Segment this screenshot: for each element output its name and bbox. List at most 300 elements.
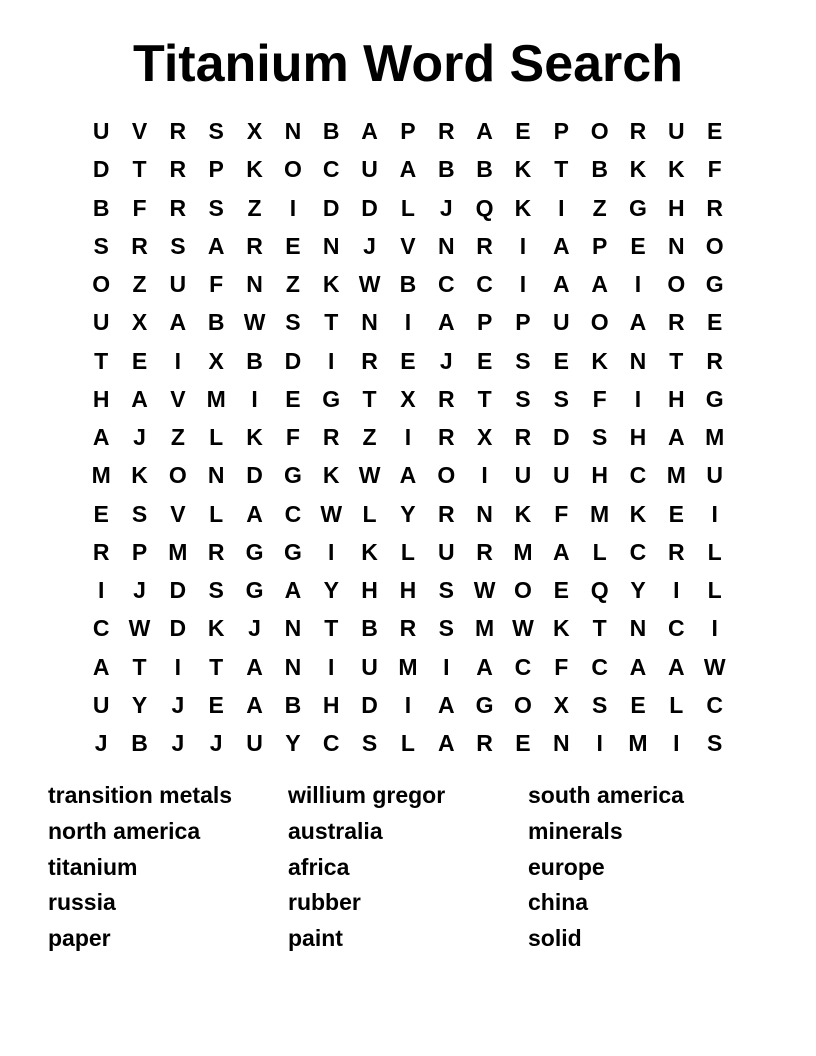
- grid-row: [82, 571, 734, 609]
- letter-grid: [82, 112, 734, 762]
- grid-letter: X: [131, 309, 148, 336]
- grid-letter: C: [629, 462, 647, 489]
- grid-letter: D: [169, 615, 187, 642]
- grid-letter: U: [706, 462, 723, 489]
- grid-letter: O: [590, 118, 609, 144]
- grid-letter: F: [209, 271, 224, 297]
- grid-letter: A: [591, 271, 608, 297]
- grid-letter: H: [668, 194, 685, 221]
- grid-row: [82, 724, 734, 762]
- grid-letter: R: [437, 118, 455, 144]
- grid-letter: A: [131, 385, 148, 412]
- grid-letter: W: [473, 577, 496, 603]
- grid-letter: N: [361, 309, 378, 336]
- grid-letter: I: [174, 653, 182, 680]
- grid-letter: O: [514, 691, 532, 718]
- grid-letter: V: [170, 500, 186, 527]
- grid-letter: E: [285, 232, 301, 259]
- grid-letter: W: [243, 309, 266, 336]
- grid-letter: E: [285, 385, 301, 412]
- grid-letter: W: [703, 653, 726, 680]
- grid-letter: A: [207, 232, 225, 259]
- grid-letter: A: [92, 653, 110, 680]
- grid-letter: O: [168, 462, 187, 489]
- grid-letter: C: [514, 653, 532, 680]
- grid-letter: A: [552, 271, 570, 297]
- grid-letter: T: [132, 653, 147, 680]
- grid-letter: U: [92, 691, 110, 718]
- grid-letter: W: [128, 615, 151, 642]
- grid-letter: C: [92, 615, 110, 642]
- grid-letter: D: [361, 691, 378, 718]
- grid-letter: E: [553, 577, 569, 603]
- grid-letter: J: [133, 577, 146, 603]
- grid-letter: G: [705, 271, 724, 297]
- grid-letter: I: [404, 691, 412, 718]
- grid-letter: E: [668, 500, 684, 527]
- grid-letter: W: [320, 500, 343, 527]
- grid-letter: O: [590, 309, 609, 336]
- word-list: [48, 778, 768, 957]
- grid-row: [82, 533, 734, 571]
- grid-letter: M: [168, 538, 188, 565]
- grid-letter: H: [361, 577, 378, 603]
- grid-letter: R: [207, 538, 225, 565]
- grid-letter: C: [437, 271, 455, 297]
- grid-letter: O: [514, 577, 532, 603]
- grid-row: [82, 495, 734, 533]
- grid-letter: M: [398, 653, 418, 680]
- grid-letter: U: [437, 538, 455, 565]
- grid-letter: I: [481, 462, 488, 489]
- grid-row: [82, 456, 734, 494]
- grid-letter: D: [284, 347, 302, 374]
- grid-letter: R: [92, 538, 110, 565]
- grid-letter: A: [668, 653, 685, 680]
- grid-letter: T: [324, 615, 339, 642]
- grid-letter: B: [476, 156, 493, 183]
- grid-letter: A: [399, 156, 417, 183]
- grid-letter: S: [361, 730, 378, 756]
- grid-letter: R: [437, 424, 455, 450]
- grid-letter: T: [669, 347, 684, 374]
- grid-letter: I: [558, 194, 565, 221]
- grid-letter: Y: [630, 577, 646, 603]
- grid-letter: Z: [592, 194, 607, 221]
- grid-letter: E: [131, 347, 148, 374]
- grid-letter: R: [668, 309, 685, 336]
- grid-letter: A: [437, 309, 455, 336]
- grid-letter: X: [400, 385, 416, 412]
- grid-letter: E: [476, 347, 493, 374]
- grid-letter: R: [361, 347, 378, 374]
- grid-letter: O: [705, 232, 724, 259]
- grid-letter: U: [92, 309, 110, 336]
- grid-letter: K: [514, 194, 532, 221]
- grid-letter: J: [248, 615, 261, 642]
- grid-row: [82, 648, 734, 686]
- grid-letter: I: [328, 538, 335, 565]
- grid-letter: R: [514, 424, 532, 450]
- grid-letter: X: [476, 424, 493, 450]
- grid-letter: E: [515, 118, 531, 144]
- grid-letter: Y: [323, 577, 339, 603]
- grid-letter: N: [284, 653, 302, 680]
- grid-letter: B: [92, 194, 110, 221]
- grid-letter: J: [439, 347, 453, 374]
- grid-letter: A: [284, 577, 302, 603]
- grid-letter: Z: [285, 271, 300, 297]
- grid-letter: S: [438, 615, 454, 642]
- grid-letter: O: [92, 271, 111, 297]
- grid-letter: H: [92, 385, 110, 412]
- grid-row: [82, 150, 734, 188]
- grid-letter: R: [629, 118, 647, 144]
- grid-letter: U: [169, 271, 187, 297]
- grid-letter: W: [512, 615, 534, 642]
- grid-letter: K: [207, 615, 225, 642]
- grid-letter: G: [245, 577, 264, 603]
- grid-letter: G: [322, 385, 341, 412]
- grid-letter: H: [591, 462, 608, 489]
- grid-letter: N: [552, 730, 570, 756]
- grid-letter: V: [400, 232, 416, 259]
- word-item: rubber: [288, 889, 361, 916]
- grid-letter: M: [91, 462, 111, 489]
- grid-letter: Q: [475, 194, 494, 221]
- word-item: solid: [528, 925, 582, 952]
- grid-letter: S: [208, 577, 224, 603]
- grid-letter: L: [669, 691, 684, 718]
- grid-letter: M: [666, 462, 686, 489]
- grid-letter: V: [131, 118, 148, 144]
- grid-letter: B: [399, 271, 417, 297]
- grid-letter: F: [132, 194, 147, 221]
- grid-letter: K: [322, 462, 340, 489]
- grid-letter: H: [322, 691, 340, 718]
- grid-letter: T: [94, 347, 109, 374]
- grid-letter: C: [706, 691, 723, 718]
- grid-letter: E: [707, 309, 723, 336]
- grid-letter: Q: [590, 577, 609, 603]
- grid-letter: W: [358, 271, 381, 297]
- grid-letter: I: [673, 730, 680, 756]
- grid-letter: I: [97, 577, 105, 603]
- grid-letter: A: [169, 309, 187, 336]
- grid-letter: I: [711, 615, 718, 642]
- grid-letter: P: [208, 156, 224, 183]
- grid-letter: K: [246, 156, 263, 183]
- grid-letter: N: [668, 232, 685, 259]
- word-item: paper: [48, 925, 111, 952]
- grid-letter: I: [174, 347, 182, 374]
- grid-letter: E: [707, 118, 723, 144]
- grid-letter: E: [630, 232, 646, 259]
- grid-letter: J: [439, 194, 453, 221]
- grid-letter: G: [245, 538, 264, 565]
- grid-letter: S: [515, 347, 531, 374]
- grid-letter: W: [358, 462, 381, 489]
- grid-row: [82, 342, 734, 380]
- grid-letter: R: [169, 194, 187, 221]
- grid-letter: T: [554, 156, 569, 183]
- grid-letter: S: [707, 730, 723, 756]
- grid-letter: T: [362, 385, 377, 412]
- grid-letter: A: [437, 730, 455, 756]
- word-item: willium gregor: [288, 782, 446, 808]
- grid-letter: N: [629, 615, 647, 642]
- grid-letter: L: [400, 538, 415, 565]
- grid-letter: K: [361, 538, 378, 565]
- word-column: [48, 778, 288, 957]
- grid-row: [82, 112, 734, 150]
- grid-letter: R: [476, 232, 493, 259]
- grid-letter: P: [400, 118, 416, 144]
- word-item: north america: [48, 817, 201, 844]
- grid-letter: T: [592, 615, 607, 642]
- grid-letter: E: [208, 691, 224, 718]
- grid-letter: J: [209, 730, 223, 756]
- grid-letter: L: [707, 538, 722, 565]
- grid-letter: R: [437, 500, 455, 527]
- grid-letter: K: [668, 156, 685, 183]
- grid-letter: L: [592, 538, 607, 565]
- grid-letter: M: [705, 424, 725, 450]
- grid-letter: R: [706, 194, 723, 221]
- grid-row: [82, 686, 734, 724]
- grid-letter: N: [246, 271, 263, 297]
- grid-letter: L: [400, 194, 415, 221]
- grid-letter: O: [283, 156, 302, 183]
- grid-letter: L: [707, 577, 722, 603]
- grid-letter: C: [668, 615, 685, 642]
- grid-letter: B: [207, 309, 225, 336]
- grid-letter: U: [246, 730, 263, 756]
- grid-letter: J: [94, 730, 108, 756]
- grid-letter: I: [596, 730, 603, 756]
- grid-letter: U: [552, 462, 570, 489]
- grid-letter: G: [705, 385, 724, 412]
- grid-row: [82, 609, 734, 647]
- grid-letter: H: [668, 385, 685, 412]
- grid-letter: D: [322, 194, 340, 221]
- grid-letter: F: [592, 385, 607, 412]
- grid-letter: D: [552, 424, 570, 450]
- grid-letter: X: [246, 118, 263, 144]
- grid-row: [82, 303, 734, 341]
- grid-letter: B: [284, 691, 302, 718]
- grid-letter: P: [515, 309, 531, 336]
- word-column: [288, 778, 528, 957]
- grid-letter: X: [208, 347, 224, 374]
- grid-letter: A: [552, 538, 570, 565]
- grid-letter: E: [400, 347, 416, 374]
- grid-letter: O: [667, 271, 686, 297]
- grid-letter: C: [284, 500, 302, 527]
- grid-letter: A: [361, 118, 378, 144]
- grid-letter: A: [629, 653, 647, 680]
- grid-letter: K: [514, 156, 532, 183]
- grid-letter: V: [170, 385, 186, 412]
- grid-letter: R: [169, 118, 187, 144]
- grid-letter: E: [630, 691, 646, 718]
- grid-letter: T: [209, 653, 224, 680]
- grid-letter: A: [629, 309, 647, 336]
- grid-letter: S: [591, 424, 608, 450]
- grid-letter: R: [246, 232, 263, 259]
- grid-letter: M: [475, 615, 495, 642]
- grid-letter: J: [171, 691, 185, 718]
- grid-letter: D: [169, 577, 187, 603]
- grid-letter: M: [628, 730, 648, 756]
- grid-letter: U: [361, 653, 378, 680]
- grid-row: [82, 265, 734, 303]
- word-item: china: [528, 889, 589, 916]
- grid-letter: B: [322, 118, 340, 144]
- grid-row: [82, 227, 734, 265]
- grid-letter: N: [284, 615, 302, 642]
- grid-letter: K: [246, 424, 263, 450]
- word-item: transition metals: [48, 782, 233, 808]
- grid-letter: K: [591, 347, 608, 374]
- word-item: europe: [528, 853, 605, 880]
- grid-letter: A: [668, 424, 685, 450]
- grid-letter: E: [93, 500, 109, 527]
- grid-letter: N: [629, 347, 647, 374]
- grid-letter: J: [133, 424, 146, 450]
- grid-letter: E: [553, 347, 569, 374]
- grid-letter: B: [361, 615, 378, 642]
- grid-letter: G: [283, 462, 302, 489]
- grid-letter: L: [209, 500, 224, 527]
- grid-letter: I: [519, 232, 527, 259]
- grid-letter: A: [246, 500, 263, 527]
- grid-letter: B: [246, 347, 263, 374]
- grid-letter: T: [324, 309, 339, 336]
- grid-letter: Y: [131, 691, 148, 718]
- grid-letter: A: [399, 462, 417, 489]
- grid-letter: A: [246, 653, 263, 680]
- grid-row: [82, 189, 734, 227]
- grid-letter: C: [322, 156, 340, 183]
- grid-letter: O: [437, 462, 456, 489]
- grid-letter: A: [246, 691, 263, 718]
- grid-letter: M: [206, 385, 226, 412]
- grid-letter: F: [707, 156, 722, 183]
- word-item: south america: [528, 782, 684, 808]
- grid-letter: P: [553, 118, 569, 144]
- grid-letter: B: [131, 730, 148, 756]
- grid-letter: U: [92, 118, 110, 144]
- grid-letter: D: [361, 194, 378, 221]
- grid-letter: C: [591, 653, 608, 680]
- grid-letter: I: [711, 500, 718, 527]
- grid-letter: K: [514, 500, 532, 527]
- grid-letter: L: [209, 424, 224, 450]
- grid-letter: R: [322, 424, 340, 450]
- grid-letter: Z: [170, 424, 185, 450]
- grid-letter: S: [553, 385, 569, 412]
- grid-letter: N: [437, 232, 455, 259]
- grid-letter: S: [208, 194, 224, 221]
- grid-letter: R: [437, 385, 455, 412]
- grid-letter: R: [668, 538, 685, 565]
- grid-letter: B: [591, 156, 608, 183]
- grid-letter: I: [404, 424, 412, 450]
- grid-letter: D: [92, 156, 110, 183]
- grid-letter: P: [131, 538, 148, 565]
- grid-letter: S: [93, 232, 109, 259]
- grid-letter: Y: [400, 500, 416, 527]
- grid-letter: K: [629, 156, 647, 183]
- grid-letter: P: [476, 309, 493, 336]
- grid-letter: S: [285, 309, 301, 336]
- grid-letter: I: [634, 271, 642, 297]
- grid-letter: H: [399, 577, 417, 603]
- grid-letter: J: [363, 232, 376, 259]
- grid-letter: S: [438, 577, 454, 603]
- grid-letter: I: [634, 385, 642, 412]
- grid-letter: J: [171, 730, 185, 756]
- grid-letter: Z: [362, 424, 377, 450]
- grid-letter: R: [476, 730, 493, 756]
- grid-letter: N: [322, 232, 340, 259]
- page-title: Titanium Word Search: [133, 35, 683, 93]
- grid-letter: R: [399, 615, 417, 642]
- grid-letter: L: [400, 730, 415, 756]
- grid-letter: I: [404, 309, 412, 336]
- grid-row: [82, 418, 734, 456]
- grid-letter: G: [283, 538, 302, 565]
- grid-letter: I: [673, 577, 680, 603]
- grid-row: [82, 380, 734, 418]
- grid-letter: B: [437, 156, 455, 183]
- grid-letter: E: [515, 730, 531, 756]
- grid-letter: I: [443, 653, 450, 680]
- grid-letter: G: [629, 194, 647, 221]
- word-item: africa: [288, 853, 350, 880]
- grid-letter: U: [361, 156, 378, 183]
- word-item: paint: [288, 925, 343, 952]
- grid-letter: L: [362, 500, 377, 527]
- grid-letter: S: [208, 118, 224, 144]
- grid-letter: I: [328, 347, 335, 374]
- grid-letter: C: [322, 730, 340, 756]
- grid-letter: I: [328, 653, 335, 680]
- grid-letter: P: [591, 232, 608, 259]
- grid-letter: N: [284, 118, 302, 144]
- word-item: titanium: [48, 853, 138, 880]
- grid-letter: K: [322, 271, 340, 297]
- grid-letter: A: [552, 232, 570, 259]
- grid-letter: R: [476, 538, 493, 565]
- grid-letter: S: [170, 232, 186, 259]
- grid-letter: K: [629, 500, 647, 527]
- grid-letter: S: [131, 500, 148, 527]
- grid-letter: F: [554, 500, 569, 527]
- grid-letter: N: [207, 462, 225, 489]
- grid-letter: S: [515, 385, 531, 412]
- grid-letter: Z: [247, 194, 262, 221]
- word-item: russia: [48, 889, 116, 916]
- grid-letter: H: [629, 424, 647, 450]
- grid-letter: C: [476, 271, 493, 297]
- grid-letter: K: [552, 615, 570, 642]
- grid-letter: A: [476, 653, 493, 680]
- word-column: [528, 778, 768, 957]
- grid-letter: A: [476, 118, 493, 144]
- grid-letter: Z: [132, 271, 147, 297]
